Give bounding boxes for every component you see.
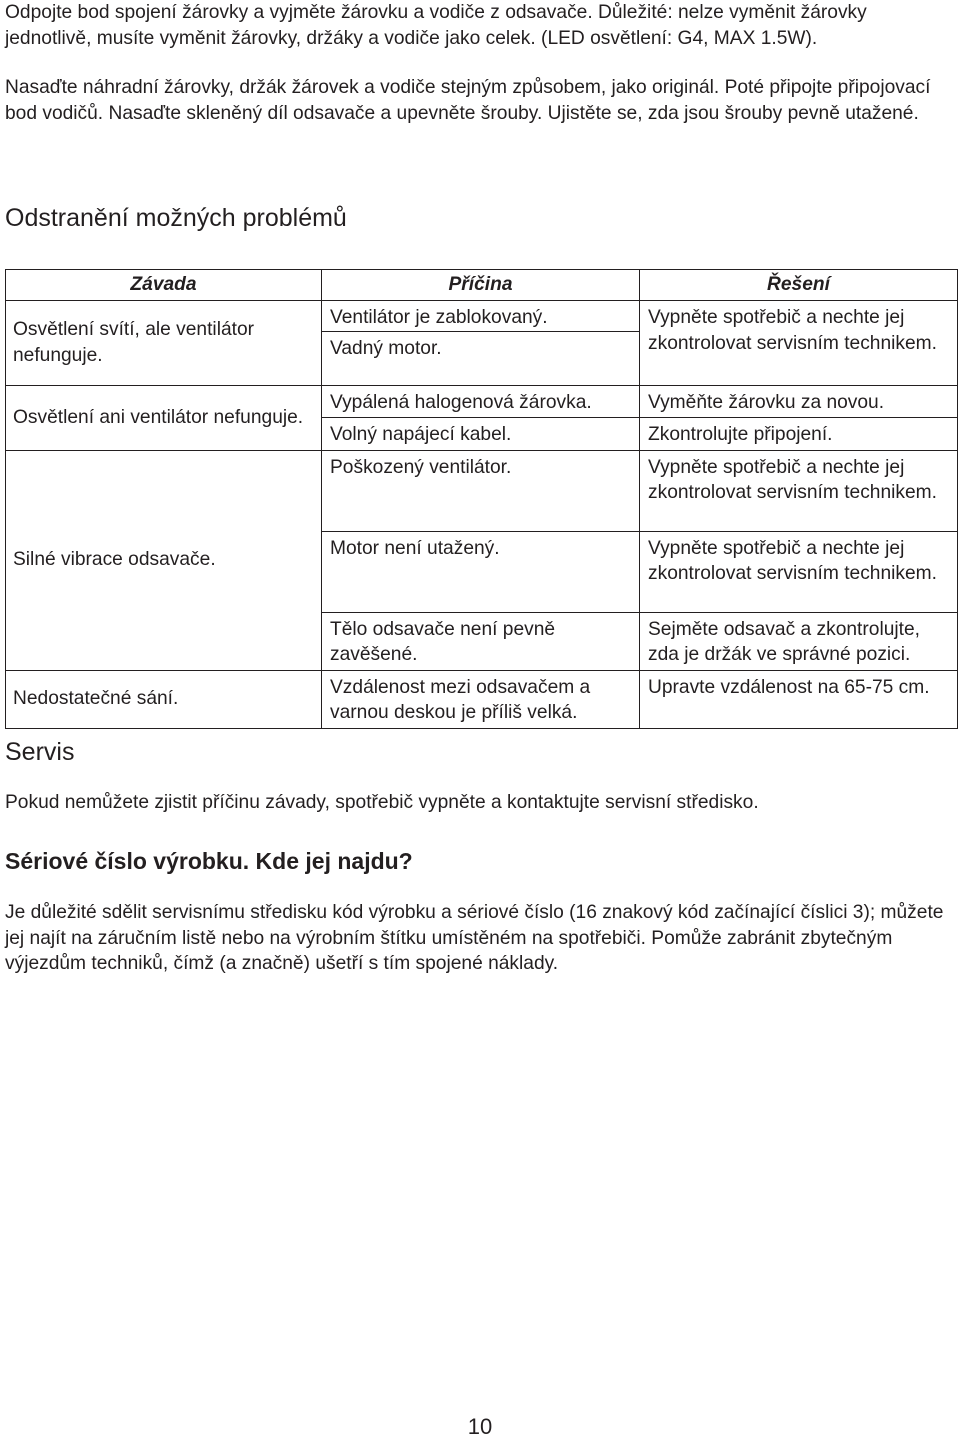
column-header-solution: Řešení [640,270,958,301]
troubleshooting-table [5,269,958,729]
table-header-row [6,270,958,301]
table-row [6,670,958,728]
fault-cell: Osvětlení svítí, ale ventilátor nefunguje. [6,301,322,386]
cause-cell: Tělo odsavače není pevně zavěšené. [322,612,640,670]
fault-cell: Silné vibrace odsavače. [6,450,322,670]
cause-cell: Poškozený ventilátor. [322,450,640,531]
serial-number-heading: Sériové číslo výrobku. Kde jej najdu? [5,848,413,874]
solution-cell: Vyměňte žárovku za novou. [640,385,958,418]
servis-paragraph: Pokud nemůžete zjistit příčinu závady, spotřebič vypněte a kontaktujte servisní středisko. [5,792,759,813]
solution-cell: Zkontrolujte připojení. [640,418,958,451]
column-header-cause: Příčina [322,270,640,301]
fault-cell: Nedostatečné sání. [6,670,322,728]
servis-heading: Servis [5,738,75,766]
table-row [6,450,958,531]
table-row [6,385,958,418]
solution-cell: Vypněte spotřebič a nechte jej zkontrolovat servisním technikem. [640,531,958,612]
cause-cell: Motor není utažený. [322,531,640,612]
cause-cell: Volný napájecí kabel. [322,418,640,451]
solution-cell: Vypněte spotřebič a nechte jej zkontrolovat servisním technikem. [640,450,958,531]
column-header-fault: Závada [6,270,322,301]
intro-paragraph-1: Odpojte bod spojení žárovky a vyjměte žárovku a vodiče z odsavače. Důležité: nelze vyměnit žárovky jednotlivě, musíte vyměnit žárovky, držáky a vodiče jako celek. (LED osvětlení: G4, MAX 1.5W). [5,2,867,49]
serial-number-paragraph: Je důležité sdělit servisnímu středisku kód výrobku a sériové číslo (16 znakový kód začínající číslici 3); můžete jej najít na záručním listě nebo na výrobním štítku umístěném na spotřebiči. Pomůže zabránit zbytečným výjezdům techniků, čímž (a značně) ušetří s tím spojené náklady. [5,902,944,974]
solution-cell: Sejměte odsavač a zkontrolujte, zda je držák ve správné pozici. [640,612,958,670]
cause-cell: Vypálená halogenová žárovka. [322,385,640,418]
troubleshooting-heading: Odstranění možných problémů [5,204,347,232]
cause-cell: Vadný motor. [322,331,640,385]
cause-cell: Vzdálenost mezi odsavačem a varnou deskou je příliš velká. [322,670,640,728]
page-number: 10 [467,1414,493,1439]
fault-cell: Osvětlení ani ventilátor nefunguje. [6,385,322,450]
cause-cell: Ventilátor je zablokovaný. [322,301,640,332]
table-row [6,301,958,332]
solution-cell: Upravte vzdálenost na 65-75 cm. [640,670,958,728]
intro-paragraph-2: Nasaďte náhradní žárovky, držák žárovek a vodiče stejným způsobem, jako originál. Poté připojte připojovací bod vodičů. Nasaďte skleněný díl odsavače a upevněte šrouby. Ujistěte se, zda jsou šrouby pevně utažené. [5,77,931,124]
solution-cell: Vypněte spotřebič a nechte jej zkontrolovat servisním technikem. [640,301,958,386]
